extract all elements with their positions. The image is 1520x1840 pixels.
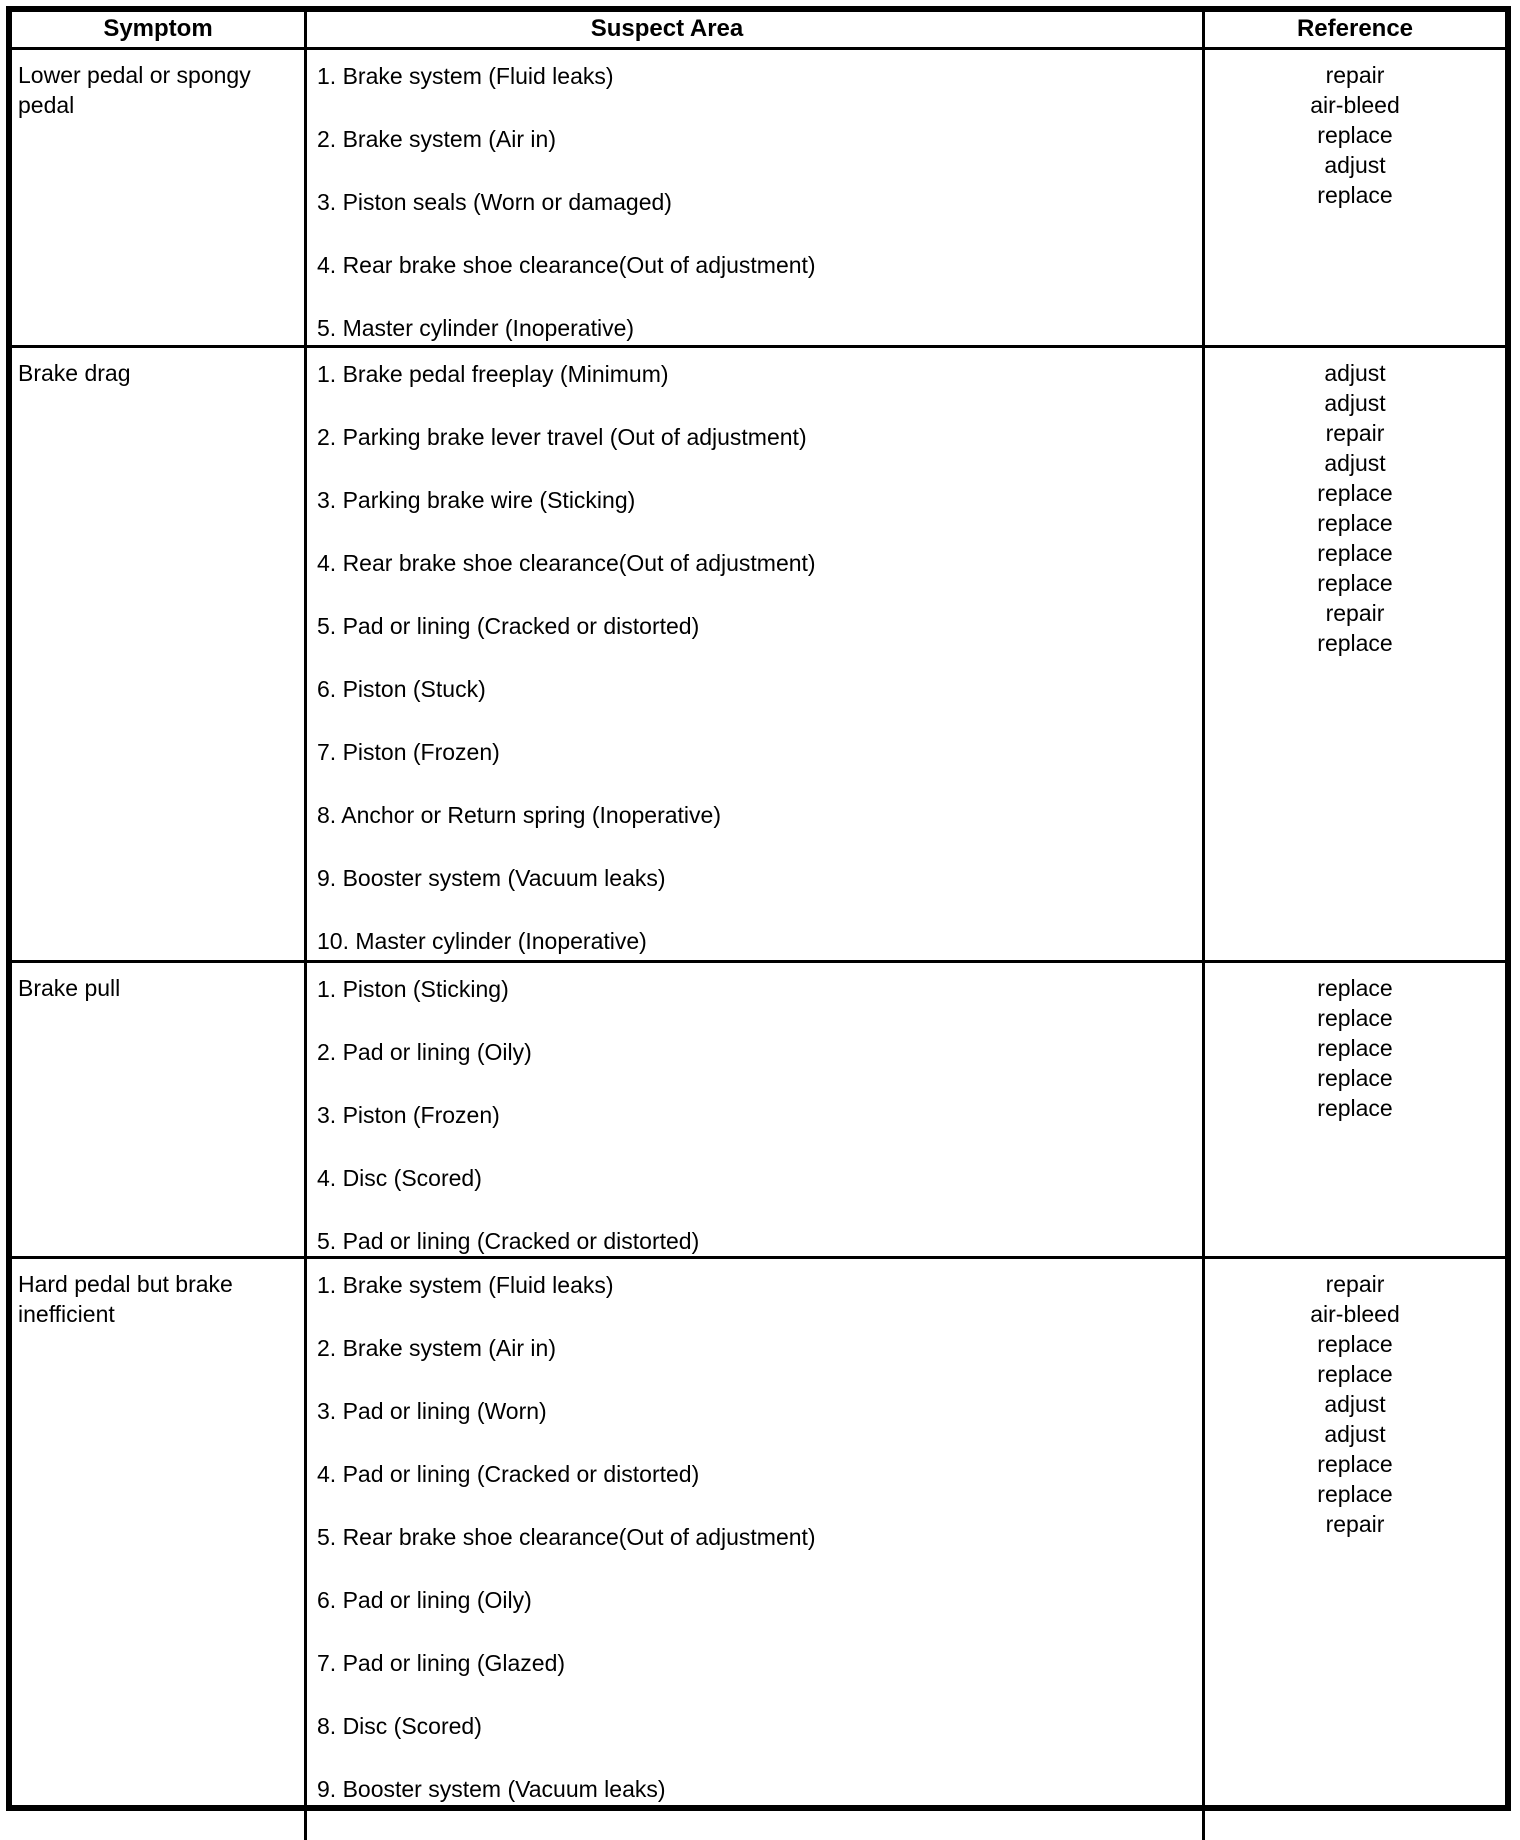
table-row — [12, 348, 1505, 963]
reference-item: replace — [1317, 630, 1393, 656]
suspect-area-item: 9. Booster system (Vacuum leaks) — [317, 865, 666, 891]
reference-cell — [1205, 1259, 1505, 1840]
suspect-area-item: 3. Piston seals (Worn or damaged) — [317, 189, 672, 215]
suspect-area-cell — [307, 50, 1205, 345]
reference-item: repair — [1325, 600, 1385, 626]
reference-item: replace — [1317, 1065, 1393, 1091]
column-header-suspect-area: Suspect Area — [307, 12, 1205, 47]
reference-item: air-bleed — [1310, 1301, 1400, 1327]
suspect-area-item: 7. Piston (Frozen) — [317, 739, 500, 765]
reference-cell — [1205, 348, 1505, 960]
suspect-area-cell — [307, 1259, 1205, 1840]
reference-item: repair — [1325, 1271, 1385, 1297]
reference-item: repair — [1325, 420, 1385, 446]
reference-item: repair — [1325, 62, 1385, 88]
reference-cell — [1205, 50, 1505, 345]
suspect-area-item: 1. Brake pedal freeplay (Minimum) — [317, 361, 669, 387]
reference-item: air-bleed — [1310, 92, 1400, 118]
reference-item: adjust — [1324, 360, 1386, 386]
reference-item: replace — [1317, 1035, 1393, 1061]
suspect-area-item: 6. Pad or lining (Oily) — [317, 1587, 532, 1613]
reference-item: replace — [1317, 510, 1393, 536]
suspect-area-item: 8. Disc (Scored) — [317, 1713, 482, 1739]
suspect-area-item: 1. Brake system (Fluid leaks) — [317, 63, 614, 89]
symptom-cell: Brake drag — [12, 348, 307, 960]
suspect-area-item: 1. Piston (Sticking) — [317, 976, 509, 1002]
reference-item: adjust — [1324, 1421, 1386, 1447]
suspect-area-item: 5. Rear brake shoe clearance(Out of adjustment) — [317, 1524, 816, 1550]
suspect-area-item: 9. Booster system (Vacuum leaks) — [317, 1776, 666, 1802]
reference-item: replace — [1317, 570, 1393, 596]
reference-item: replace — [1317, 540, 1393, 566]
suspect-area-item: 2. Brake system (Air in) — [317, 1335, 556, 1361]
symptom-cell: Lower pedal or spongy pedal — [12, 50, 307, 345]
suspect-area-item: 2. Brake system (Air in) — [317, 126, 556, 152]
symptom-cell: Hard pedal but brake inefficient — [12, 1259, 307, 1840]
reference-item: replace — [1317, 975, 1393, 1001]
suspect-area-item: 8. Anchor or Return spring (Inoperative) — [317, 802, 721, 828]
suspect-area-item: 4. Pad or lining (Cracked or distorted) — [317, 1461, 700, 1487]
suspect-area-item: 10. Master cylinder (Inoperative) — [317, 928, 647, 954]
symptom-cell: Brake pull — [12, 963, 307, 1256]
table-row — [12, 1259, 1505, 1840]
reference-cell — [1205, 963, 1505, 1256]
suspect-area-item: 1. Brake system (Fluid leaks) — [317, 1272, 614, 1298]
troubleshooting-table — [6, 6, 1511, 1811]
reference-item: replace — [1317, 480, 1393, 506]
reference-item: replace — [1317, 1481, 1393, 1507]
table-row — [12, 963, 1505, 1259]
column-header-reference: Reference — [1296, 15, 1414, 42]
suspect-area-item: 5. Master cylinder (Inoperative) — [317, 315, 635, 341]
suspect-area-item: 7. Pad or lining (Glazed) — [317, 1650, 566, 1676]
suspect-area-item: 4. Rear brake shoe clearance(Out of adjustment) — [317, 252, 816, 278]
reference-item: adjust — [1324, 450, 1386, 476]
suspect-area-item: 5. Pad or lining (Cracked or distorted) — [317, 1228, 700, 1254]
suspect-area-cell — [307, 963, 1205, 1256]
column-header-symptom: Symptom — [12, 12, 307, 47]
suspect-area-item: 2. Pad or lining (Oily) — [317, 1039, 532, 1065]
reference-item: replace — [1317, 122, 1393, 148]
reference-item: adjust — [1324, 152, 1386, 178]
reference-item: adjust — [1324, 1391, 1386, 1417]
reference-item: replace — [1317, 1451, 1393, 1477]
reference-item: replace — [1317, 1095, 1393, 1121]
reference-item: replace — [1317, 1361, 1393, 1387]
suspect-area-item: 5. Pad or lining (Cracked or distorted) — [317, 613, 700, 639]
suspect-area-item: 3. Piston (Frozen) — [317, 1102, 500, 1128]
suspect-area-item: 2. Parking brake lever travel (Out of adjustment) — [317, 424, 807, 450]
suspect-area-cell — [307, 348, 1205, 960]
suspect-area-item: 4. Disc (Scored) — [317, 1165, 482, 1191]
table-row — [12, 50, 1505, 348]
table-header-row — [12, 12, 1505, 50]
suspect-area-item: 4. Rear brake shoe clearance(Out of adjustment) — [317, 550, 816, 576]
suspect-area-item: 3. Parking brake wire (Sticking) — [317, 487, 636, 513]
reference-item: replace — [1317, 1331, 1393, 1357]
reference-item: adjust — [1324, 390, 1386, 416]
suspect-area-item: 3. Pad or lining (Worn) — [317, 1398, 547, 1424]
reference-item: replace — [1317, 1005, 1393, 1031]
reference-item: repair — [1325, 1511, 1385, 1537]
reference-item: replace — [1317, 182, 1393, 208]
suspect-area-item: 6. Piston (Stuck) — [317, 676, 486, 702]
